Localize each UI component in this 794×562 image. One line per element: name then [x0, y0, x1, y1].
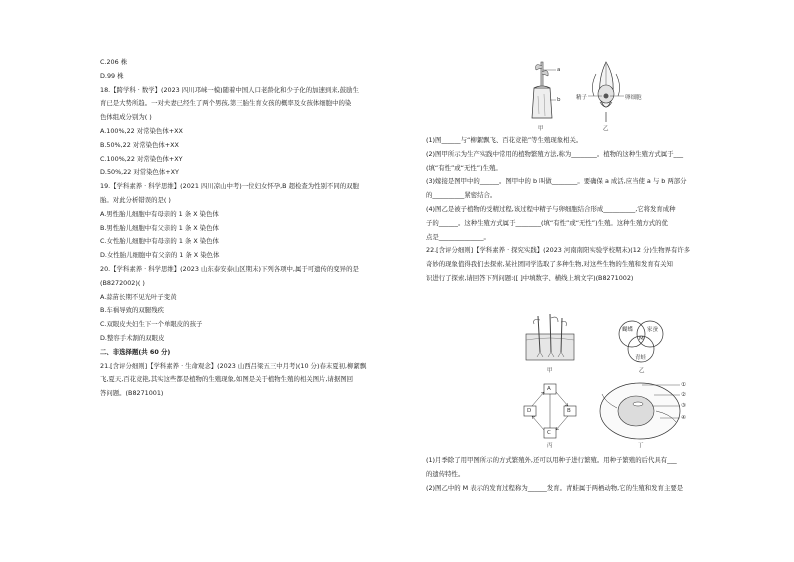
- caption-jia-2: 甲: [547, 368, 553, 374]
- option-d: D.99 株: [100, 71, 124, 80]
- q19-line-2: 胎。对此分析错误的是( ): [100, 195, 171, 204]
- caption-bing: 丙: [547, 443, 553, 449]
- q20-option-d: D.整容手术割的双眼皮: [100, 333, 165, 342]
- figure-grafting-fertilization: [520, 56, 650, 132]
- label-egg-cell: 卵细胞: [625, 95, 642, 101]
- q18-option-b: B.50%,22 对常染色体+XX: [100, 140, 179, 149]
- venn-silkworm: 家蚕: [647, 327, 659, 333]
- q19-option-d: D.女性胎儿细胞中有父亲的 1 条 X 染色体: [100, 251, 220, 260]
- venn-m: M: [639, 336, 644, 342]
- q22-line-2: 奇妙的现象值得我们去探索,某社团同学选取了多种生物,对这些生物的生殖和发育有关知: [426, 260, 673, 269]
- q21-sub-2-line-2: (填“有性”或“无性”)生殖。: [426, 163, 502, 172]
- q21-sub-4-line-3: 点是______________。: [426, 232, 490, 241]
- q22-line-1: 22.[含评分细则]【学科素养 · 探究实践】(2023 河南南阳实验学校期末)(12 分)生物界有许多: [426, 246, 691, 255]
- egg-label-3: ③: [681, 403, 686, 409]
- q22-sub-2-line-1: (2)图乙中的 M 表示的发育过程称为______发育。青蛙属于两栖动物,它的生殖和发育主要是: [426, 483, 684, 492]
- q21-line-1: 21.[含评分细则]【学科素养 · 生命观念】(2023 山西吕梁五三中月考)(10 分)春末夏初,柳絮飘: [100, 361, 367, 370]
- label-b: b: [557, 97, 561, 103]
- q22-sub-1-line-1: (1)月季除了用甲图所示的方式繁殖外,还可以用种子进行繁殖。用种子繁殖的后代具有___: [426, 456, 677, 464]
- q20-line-1: 20.【学科素养 · 科学思维】(2023 山东泰安泰山区期末)下列各项中,属于可遗传的变异的是: [100, 264, 359, 273]
- caption-ding: 丁: [638, 443, 644, 449]
- q21-sub-2-line-1: (2)图甲所示为生产实践中常用的植物繁殖方法,称为________。植物的这种生殖方式属于___: [426, 149, 684, 158]
- q19-line-1: 19.【学科素养 · 科学思维】(2021 四川凉山中考)一位妇女怀孕,B 超检查为性别不同的双胞: [100, 182, 359, 191]
- q18-line-3: 色体组成分别为( ): [100, 113, 152, 122]
- option-c: C.206 株: [100, 58, 128, 66]
- figure-cutting-venn: [520, 312, 700, 374]
- q18-line-1: 18.【跨学科 · 数学】(2023 四川邛崃一模)随着中国人口老龄化和少子化的加速到来,鼓励生: [100, 85, 359, 94]
- egg-label-4: ④: [681, 415, 686, 421]
- caption-yi: 乙: [603, 126, 609, 132]
- q21-sub-3-line-1: (3)嫁接是图甲中的______。图甲中的 b 叫做________。要确保 a 成活,应当使 a 与 b 两部分: [426, 177, 687, 186]
- cycle-box-c: C: [547, 430, 551, 436]
- q20-option-c: C.双眼皮夫妇生下一个单眼皮的孩子: [100, 320, 203, 329]
- venn-frog: 青蛙: [635, 355, 647, 361]
- left-column: [100, 58, 400, 398]
- q21-line-2: 飞,夏天,百花竞艳,其实这些都是植物的生殖现象,如图是关于植物生殖的相关图片,请据图回: [100, 375, 353, 384]
- q21-line-3: 答问题。(B8271001): [100, 389, 164, 398]
- cycle-box-d: D: [527, 408, 532, 414]
- q20-line-2: (B8272002)( ): [100, 278, 145, 287]
- venn-butterfly: 蝴蝶: [622, 327, 634, 333]
- cutting-venn-diagram: [520, 312, 700, 374]
- caption-yi-2: 乙: [639, 368, 645, 374]
- q21-sub-1: (1)图______与“柳絮飘飞、百花竞艳”等生殖现象相关。: [426, 136, 583, 144]
- right-column-questions: [426, 136, 756, 283]
- q20-option-a: A.蒜苗长期不见光叶子变黄: [100, 292, 177, 301]
- egg-label-2: ②: [681, 392, 686, 398]
- label-a: a: [557, 67, 561, 73]
- caption-jia: 甲: [538, 126, 544, 132]
- figure-cycle-egg: [520, 380, 700, 450]
- label-sperm: 精子: [576, 95, 588, 101]
- q19-option-b: B.男性胎儿细胞中有父亲的 1 条 X 染色体: [100, 223, 219, 232]
- cycle-box-b: B: [567, 408, 571, 414]
- q22-line-3: 识进行了探索,请回答下列问题:([ ]中填数字、横线上填文字)(B8271002): [426, 273, 634, 282]
- egg-label-1: ①: [681, 382, 686, 388]
- q18-option-d: D.50%,22 对常染色体+XY: [100, 168, 179, 177]
- q18-option-c: C.100%,22 对常染色体+XY: [100, 154, 183, 163]
- right-column-bottom: [426, 456, 756, 493]
- q19-option-c: C.女性胎儿细胞中有母亲的 1 条 X 染色体: [100, 237, 219, 246]
- section-heading: 二、非选择题(共 60 分): [100, 347, 171, 356]
- q21-sub-3-line-2: 的__________紧密结合。: [426, 191, 497, 200]
- q20-option-b: B.车祸导致的双腿残疾: [100, 306, 164, 315]
- q18-line-2: 育已是大势所趋。一对夫妻已经生了两个男孩,第三胎生育女孩的概率及女孩体细胞中的染: [100, 99, 352, 108]
- q19-option-a: A.男性胎儿细胞中有母亲的 1 条 X 染色体: [100, 209, 219, 218]
- q18-option-a: A.100%,22 对常染色体+XX: [100, 126, 183, 135]
- cycle-box-a: A: [547, 386, 551, 392]
- q22-sub-1-line-2: 的遗传特性。: [426, 469, 465, 478]
- q21-sub-4-line-1: (4)图乙是被子植物的受精过程,该过程中精子与卵细胞结合形成__________,它将发育成种: [426, 204, 676, 213]
- q21-sub-4-line-2: 子的______。这种生殖方式属于________(填“有性”或“无性”)生殖。这种生殖方式的优: [426, 218, 668, 227]
